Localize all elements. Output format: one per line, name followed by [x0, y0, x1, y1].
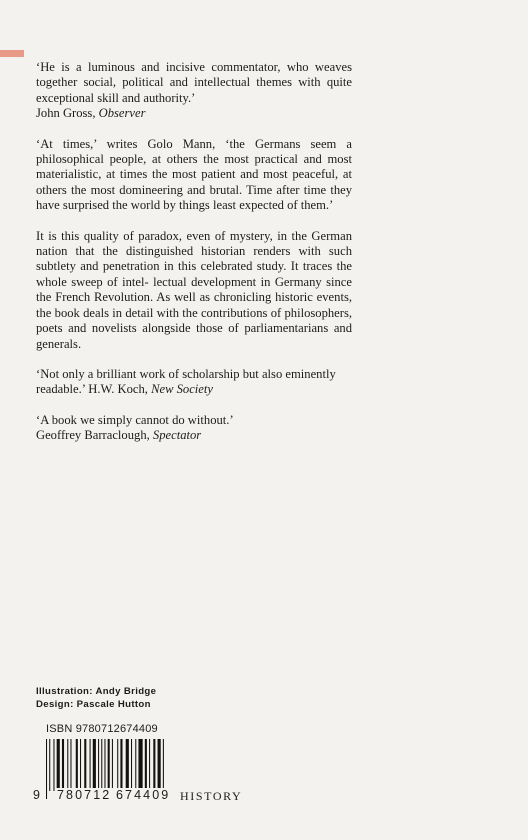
barcode-bar: [53, 739, 54, 791]
barcode-bar: [131, 739, 132, 791]
barraclough-review: [36, 413, 352, 444]
koch-quote: ‘Not only a brilliant work of scholarship but also eminently readable.’: [36, 366, 336, 397]
barcode-bar: [120, 739, 122, 791]
barcode-bar: [145, 739, 147, 791]
observer-quote: ‘He is a luminous and incisive commentator, who weaves together social, political and intellectual themes with quite exceptional skill and authority.’: [36, 60, 352, 105]
koch-review: [36, 367, 352, 398]
koch-author: H.W. Koch,: [88, 382, 148, 397]
observer-source: Observer: [98, 106, 146, 121]
isbn-label: ISBN 9780712674409: [46, 723, 158, 735]
barraclough-source: Spectator: [152, 428, 202, 443]
barcode-bar: [108, 739, 110, 791]
observer-author: John Gross,: [36, 106, 96, 121]
barcode-bar: [84, 739, 86, 791]
observer-review: [36, 60, 352, 122]
barcode-bar: [117, 739, 118, 791]
barcode-bar: [57, 739, 60, 791]
koch-source: New Society: [151, 382, 213, 397]
barcode-digit-first: 9: [33, 788, 40, 802]
barcode-bar: [138, 739, 142, 791]
barcode-digits-right: 674409: [116, 788, 171, 802]
barcode-bar: [149, 739, 150, 791]
color-tab-marker: [0, 50, 24, 57]
barcode-bar: [158, 739, 161, 791]
barcode-bar: [49, 739, 50, 791]
cover-credits: [36, 685, 156, 711]
barcode-bar: [101, 739, 102, 791]
barcode-bar: [112, 739, 113, 791]
barcode-bar: [46, 739, 47, 799]
book-description: It is this quality of paradox, even of mystery, in the German nation that the distinguished historian renders with such subtlety and penetration in this celebrated study. It traces the whole sweep of intel- lectual development in Germany since the French Revolution. As well as chronicling historic events, the book deals in detail with the contributions of philosophers, poets and novelists alongside those of parliamentarians and generals.: [36, 228, 352, 351]
barcode-bar: [67, 739, 68, 791]
barraclough-author: Geoffrey Barraclough,: [36, 428, 150, 443]
illustration-credit: Illustration: Andy Bridge: [36, 686, 157, 697]
barcode-bar: [76, 739, 78, 791]
design-credit: Design: Pascale Hutton: [36, 699, 151, 710]
barcode-bar: [98, 739, 99, 791]
subject-category: HISTORY: [180, 789, 243, 803]
barcode-bar: [62, 739, 64, 791]
back-cover-copy: [36, 60, 352, 459]
barcode-bar: [93, 739, 96, 791]
barcode-bar: [80, 739, 81, 791]
barcode-bar: [126, 739, 129, 791]
barcode-bar: [135, 739, 136, 791]
barcode-bar: [70, 739, 71, 791]
barcode-bar: [90, 739, 91, 791]
barcode-bar: [153, 739, 155, 791]
barcode-digits-left: 780712: [57, 788, 112, 802]
golo-mann-quote: ‘At times,’ writes Golo Mann, ‘the Germans seem a philosophical people, at others the most practical and most materialistic, at times the most patient and most peaceful, at others the most domineering and brutal. Time after time they have surprised the world by things least expected of them.’: [36, 136, 352, 213]
barraclough-quote: ‘A book we simply cannot do without.’: [36, 412, 234, 427]
